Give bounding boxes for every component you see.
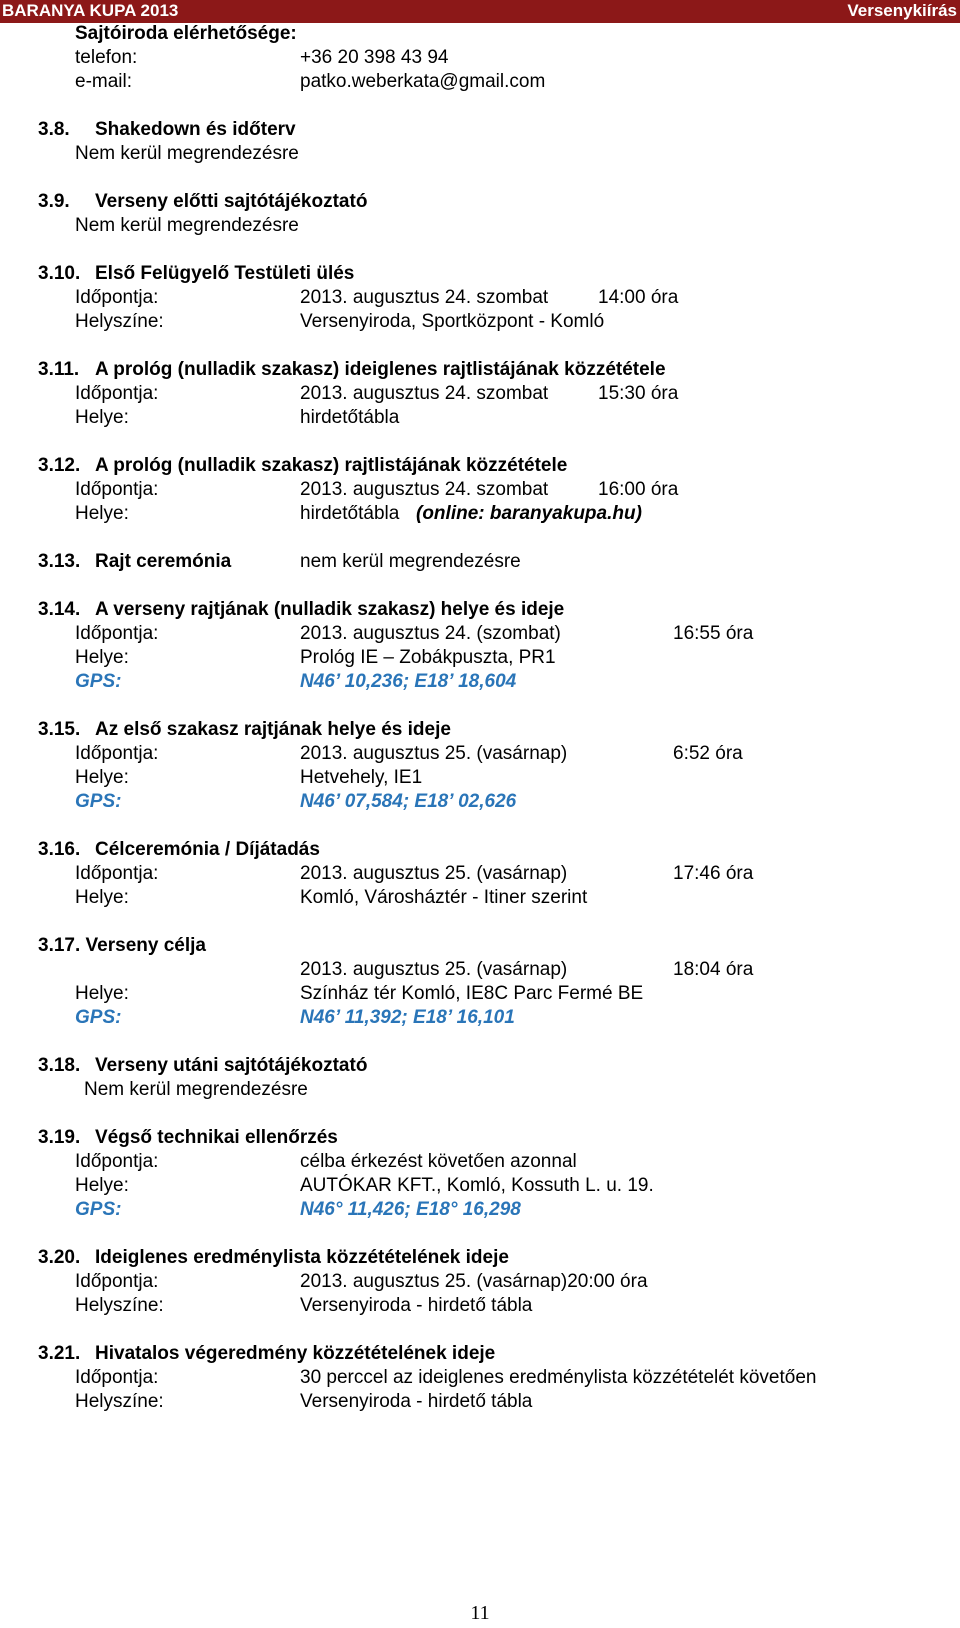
section-heading-text: 3.10.: [38, 263, 81, 284]
document-text-line: Komló, Városháztér - Itiner szerint: [300, 887, 588, 908]
gps-text: N46’ 07,584; E18’ 02,626: [300, 791, 517, 812]
document-text-line: patko.weberkata@gmail.com: [300, 71, 546, 92]
document-text-line: AUTÓKAR KFT., Komló, Kossuth L. u. 19.: [300, 1175, 654, 1196]
gps-text: GPS:: [75, 1199, 122, 1220]
document-text-line: (online: baranyakupa.hu): [416, 503, 642, 524]
header-title: BARANYA KUPA 2013: [2, 1, 179, 20]
document-text-line: 2013. augusztus 24. szombat: [300, 383, 549, 404]
header-document-type: Versenykiírás: [847, 1, 957, 20]
document-text-line: Nem kerül megrendezésre: [75, 143, 299, 164]
document-text-line: Versenyiroda, Sportközpont - Komló: [300, 311, 605, 332]
section-heading-text: 3.13.: [38, 551, 81, 572]
document-text-line: Helye:: [75, 503, 129, 524]
document-text-line: 2013. augusztus 24. szombat: [300, 287, 549, 308]
document-text-line: Helye:: [75, 1175, 129, 1196]
section-heading-text: 3.12.: [38, 455, 81, 476]
document-text-line: 6:52 óra: [673, 743, 743, 764]
document-text-line: Színház tér Komló, IE8C Parc Fermé BE: [300, 983, 644, 1004]
section-heading-text: 3.19.: [38, 1127, 81, 1148]
document-text-line: Hetvehely, IE1: [300, 767, 423, 788]
document-text-line: 16:00 óra: [598, 479, 679, 500]
document-text-line: 14:00 óra: [598, 287, 679, 308]
document-text-line: Időpontja:: [75, 479, 159, 500]
document-text-line: Időpontja:: [75, 1151, 159, 1172]
section-heading-text: Első Felügyelő Testületi ülés: [95, 263, 355, 284]
section-heading-text: A prológ (nulladik szakasz) rajtlistájának közzététele: [95, 455, 568, 476]
section-heading-text: Célceremónia / Díjátadás: [95, 839, 320, 860]
gps-text: N46’ 10,236; E18’ 18,604: [300, 671, 517, 692]
section-heading-text: Verseny előtti sajtótájékoztató: [95, 191, 368, 212]
section-heading-text: 3.17. Verseny célja: [38, 935, 206, 956]
document-text-line: Időpontja:: [75, 863, 159, 884]
document-text-line: hirdetőtábla: [300, 407, 400, 428]
document-text-line: 2013. augusztus 24. (szombat): [300, 623, 561, 644]
document-text-line: 2013. augusztus 24. szombat: [300, 479, 549, 500]
document-text-line: 18:04 óra: [673, 959, 754, 980]
section-heading-text: 3.20.: [38, 1247, 81, 1268]
document-text-line: Helye:: [75, 647, 129, 668]
document-text-line: Időpontja:: [75, 1271, 159, 1292]
section-heading-text: A verseny rajtjának (nulladik szakasz) helye és ideje: [95, 599, 565, 620]
document-text-line: Nem kerül megrendezésre: [75, 215, 299, 236]
document-text-line: hirdetőtábla: [300, 503, 400, 524]
document-text-line: Helyszíne:: [75, 1391, 164, 1412]
document-text-line: Időpontja:: [75, 287, 159, 308]
document-text-line: 16:55 óra: [673, 623, 754, 644]
document-text-line: Helyszíne:: [75, 1295, 164, 1316]
document-text-line: Versenyiroda - hirdető tábla: [300, 1295, 533, 1316]
document-text-line: 2013. augusztus 25. (vasárnap): [300, 863, 568, 884]
section-heading-text: Hivatalos végeredmény közzétételének ideje: [95, 1343, 496, 1364]
document-text-line: nem kerül megrendezésre: [300, 551, 521, 572]
section-heading-text: 3.15.: [38, 719, 81, 740]
section-heading-text: Shakedown és időterv: [95, 119, 296, 140]
document-text-line: 2013. augusztus 25. (vasárnap): [300, 959, 568, 980]
document-text-line: +36 20 398 43 94: [300, 47, 449, 68]
document-text-line: Helye:: [75, 887, 129, 908]
document-text-line: Nem kerül megrendezésre: [84, 1079, 308, 1100]
document-text-line: Időpontja:: [75, 1367, 159, 1388]
document-text-line: 30 perccel az ideiglenes eredménylista közzétételét követően: [300, 1367, 817, 1388]
document-text-line: 15:30 óra: [598, 383, 679, 404]
document-text-line: Versenyiroda - hirdető tábla: [300, 1391, 533, 1412]
document-text-line: Helye:: [75, 983, 129, 1004]
section-heading-text: A prológ (nulladik szakasz) ideiglenes rajtlistájának közzététele: [95, 359, 666, 380]
section-heading-text: 3.9.: [38, 191, 70, 212]
section-heading-text: Az első szakasz rajtjának helye és ideje: [95, 719, 451, 740]
gps-text: GPS:: [75, 791, 122, 812]
document-text-line: telefon:: [75, 47, 138, 68]
section-heading-text: Végső technikai ellenőrzés: [95, 1127, 338, 1148]
document-text-line: Időpontja:: [75, 383, 159, 404]
document-text-line: e-mail:: [75, 71, 133, 92]
section-heading-text: Verseny utáni sajtótájékoztató: [95, 1055, 368, 1076]
document-text-line: Helye:: [75, 767, 129, 788]
gps-text: GPS:: [75, 671, 122, 692]
document-text-line: Időpontja:: [75, 743, 159, 764]
document-text-line: 2013. augusztus 25. (vasárnap): [300, 743, 568, 764]
document-text-line: Helye:: [75, 407, 129, 428]
document-text-line: 2013. augusztus 25. (vasárnap)20:00 óra: [300, 1271, 648, 1292]
section-heading-text: Rajt ceremónia: [95, 551, 232, 572]
page-number: 11: [470, 1602, 490, 1624]
section-heading-text: Sajtóiroda elérhetősége:: [75, 23, 297, 44]
document-text-line: Helyszíne:: [75, 311, 164, 332]
section-heading-text: 3.18.: [38, 1055, 81, 1076]
gps-text: GPS:: [75, 1007, 122, 1028]
gps-text: N46° 11,426; E18° 16,298: [300, 1199, 521, 1220]
document-text-line: 17:46 óra: [673, 863, 754, 884]
section-heading-text: 3.21.: [38, 1343, 81, 1364]
section-heading-text: 3.11.: [38, 359, 80, 380]
document-text-line: Időpontja:: [75, 623, 159, 644]
document-text-line: Prológ IE – Zobákpuszta, PR1: [300, 647, 556, 668]
section-heading-text: 3.16.: [38, 839, 81, 860]
section-heading-text: Ideiglenes eredménylista közzétételének ideje: [95, 1247, 509, 1268]
section-heading-text: 3.14.: [38, 599, 81, 620]
document-text-line: célba érkezést követően azonnal: [300, 1151, 577, 1172]
gps-text: N46’ 11,392; E18’ 16,101: [300, 1007, 515, 1028]
section-heading-text: 3.8.: [38, 119, 70, 140]
